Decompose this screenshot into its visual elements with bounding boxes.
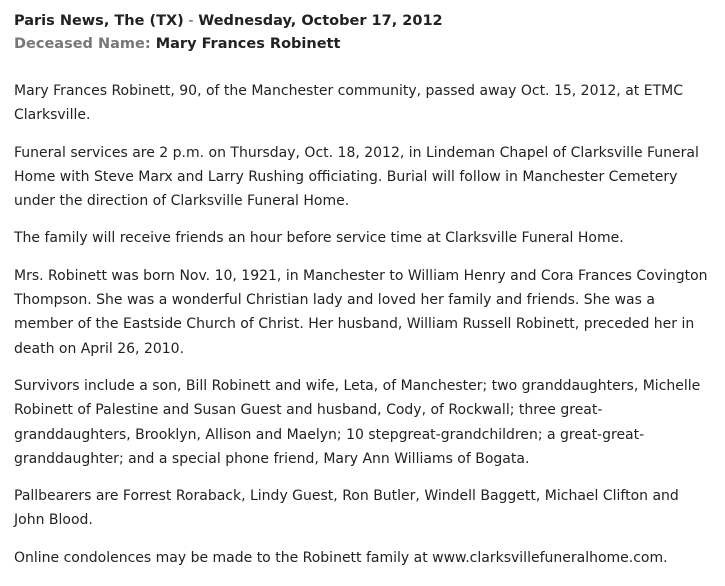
publication-header bbox=[14, 11, 711, 31]
paragraph-death-notice: Mary Frances Robinett, 90, of the Manchester community, passed away Oct. 15, 2012, at ETMC Clarksville. bbox=[14, 83, 683, 124]
paragraph-funeral-services: Funeral services are 2 p.m. on Thursday, Oct. 18, 2012, in Lindeman Chapel of Clarksville Funeral Home with Steve Marx and Larry Rushing officiating. Burial will follow in Manchester Cemetery under the direction of Clarksville Funeral Home. bbox=[14, 144, 699, 210]
paragraph-biography: Mrs. Robinett was born Nov. 10, 1921, in Manchester to William Henry and Cora Frances Covington Thompson. She was a wonderful Christian lady and loved her family and friends. She was a member of the Eastside Church of Christ. Her husband, William Russell Robinett, preceded her in death on April 26, 2010. bbox=[14, 267, 708, 357]
deceased-name-label: Deceased Name: bbox=[14, 36, 151, 52]
publication-source: Paris News, The (TX) bbox=[14, 13, 184, 29]
header-separator: - bbox=[183, 13, 199, 29]
paragraph-pallbearers: Pallbearers are Forrest Roraback, Lindy Guest, Ron Butler, Windell Baggett, Michael Clifton and John Blood. bbox=[14, 488, 679, 529]
paragraph-condolences: Online condolences may be made to the Robinett family at www.clarksvillefuneralhome.com. bbox=[14, 549, 668, 566]
deceased-name-line bbox=[14, 34, 711, 54]
deceased-name-value: Mary Frances Robinett bbox=[155, 36, 341, 52]
paragraph-visitation: The family will receive friends an hour before service time at Clarksville Funeral Home. bbox=[14, 230, 624, 247]
obituary-body bbox=[14, 79, 711, 570]
paragraph-survivors: Survivors include a son, Bill Robinett and wife, Leta, of Manchester; two granddaughters, Michelle Robinett of Palestine and Susan Guest and husband, Cody, of Rockwall; three great-granddaughters, Brooklyn, Allison and Maelyn; 10 stepgreat-grandchildren; a great-great-granddaughter; and a special phone friend, Mary Ann Williams of Bogata. bbox=[14, 377, 701, 467]
publication-date: Wednesday, October 17, 2012 bbox=[198, 13, 443, 29]
